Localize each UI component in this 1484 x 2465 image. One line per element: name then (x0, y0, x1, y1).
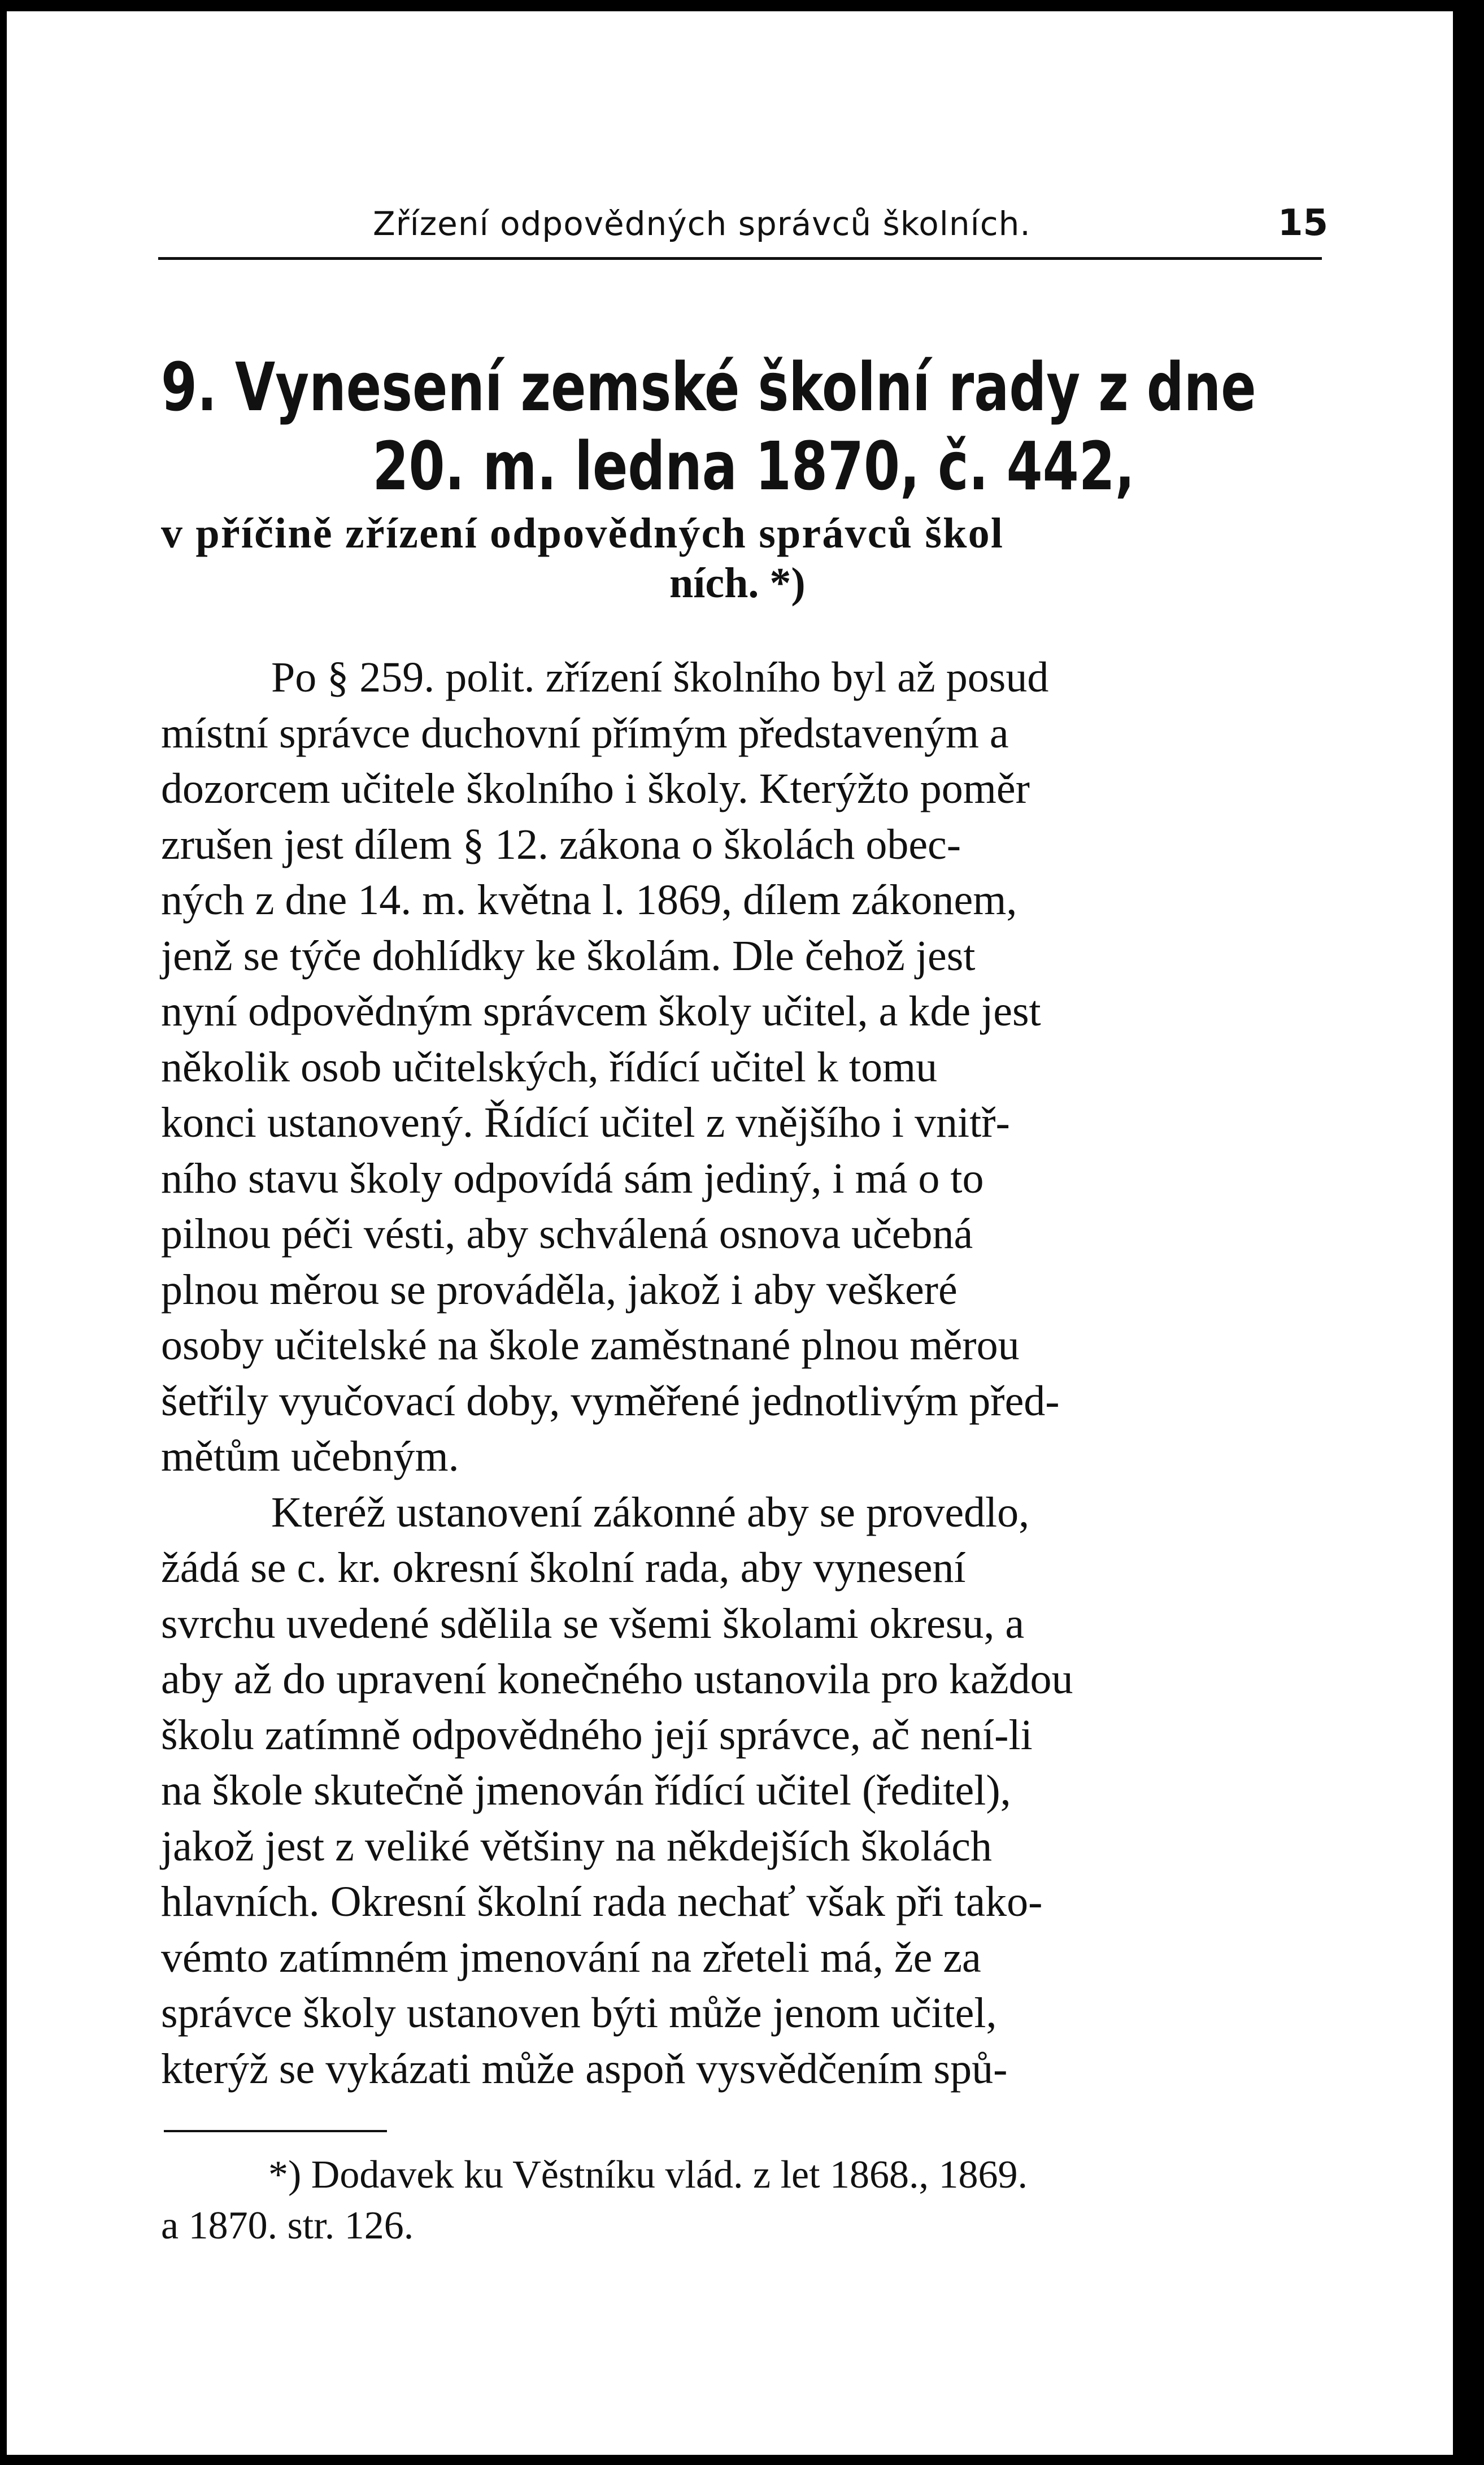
section-subtitle (161, 508, 1325, 608)
body-line: aby až do upravení konečného ustanovila pro každou (161, 1655, 1073, 1703)
footnote-line-2: a 1870. str. 126. (161, 2204, 414, 2247)
section-title-line-1: 9. Vynesení zemské školní rady z dne (161, 348, 1256, 426)
body-line: jakož jest z veliké většiny na někdejších školách (161, 1822, 992, 1870)
section-subtitle-line-2: ních. *) (669, 559, 806, 607)
body-line: několik osob učitelských, řídící učitel k tomu (161, 1043, 938, 1091)
running-head: Zřízení odpovědných správců školních. (373, 205, 1031, 243)
scan-border-left (0, 0, 7, 2465)
body-line: jenž se týče dohlídky ke školám. Dle čehož jest (161, 932, 976, 980)
body-line: šetřily vyučovací doby, vyměřené jednotlivým před- (161, 1377, 1060, 1425)
scan-border-top (0, 0, 1484, 11)
body-line: dozorcem učitele školního i školy. Kterýžto poměr (161, 765, 1030, 812)
body-line: žádá se c. kr. okresní školní rada, aby vynesení (161, 1544, 966, 1592)
body-line: na škole skutečně jmenován řídící učitel (ředitel), (161, 1767, 1011, 1814)
body-line: Po § 259. polit. zřízení školního byl až posud (271, 654, 1049, 701)
footnote-rule (164, 2130, 387, 2132)
body-line: správce školy ustanoven býti může jenom učitel, (161, 1989, 997, 2037)
scan-border-right (1453, 0, 1484, 2465)
body-line: místní správce duchovní přímým představeným a (161, 709, 1009, 757)
body-line: Kteréž ustanovení zákonné aby se provedlo, (271, 1488, 1030, 1536)
body-text (161, 650, 1325, 2097)
page-number: 15 (1278, 202, 1329, 244)
body-line: zrušen jest dílem § 12. zákona o školách obec- (161, 820, 961, 868)
body-line: vémto zatímném jmenování na zřeteli má, že za (161, 1933, 981, 1981)
body-line: nyní odpovědným správcem školy učitel, a kde jest (161, 988, 1041, 1035)
body-line: svrchu uvedené sdělila se všemi školami okresu, a (161, 1599, 1025, 1647)
section-title (161, 347, 1256, 506)
footnote (161, 2150, 1325, 2251)
body-line: školu zatímně odpovědného její správce, ač není-li (161, 1711, 1033, 1759)
body-line: ního stavu školy odpovídá sám jediný, i má o to (161, 1154, 984, 1202)
body-line: kterýž se vykázati může aspoň vysvědčením spů- (161, 2045, 1008, 2093)
body-line: ných z dne 14. m. května l. 1869, dílem zákonem, (161, 876, 1017, 924)
scan-border-bottom (0, 2455, 1484, 2465)
body-line: plnou měrou se prováděla, jakož i aby veškeré (161, 1266, 958, 1314)
body-line: mětům učebným. (161, 1433, 459, 1480)
header-rule (158, 257, 1322, 260)
body-line: hlavních. Okresní školní rada nechať však při tako- (161, 1878, 1043, 1925)
body-line: konci ustanovený. Řídící učitel z vnějšího i vnitř- (161, 1099, 1010, 1146)
body-line: osoby učitelské na škole zaměstnané plnou měrou (161, 1321, 1020, 1369)
section-subtitle-line-1: v příčině zřízení odpovědných správců škol (161, 510, 1004, 557)
footnote-line-1: *) Dodavek ku Věstníku vlád. z let 1868., 1869. (268, 2153, 1028, 2197)
section-title-line-2: 20. m. ledna 1870, č. 442, (372, 427, 1135, 505)
body-line: pilnou péči vésti, aby schválená osnova učebná (161, 1210, 973, 1258)
